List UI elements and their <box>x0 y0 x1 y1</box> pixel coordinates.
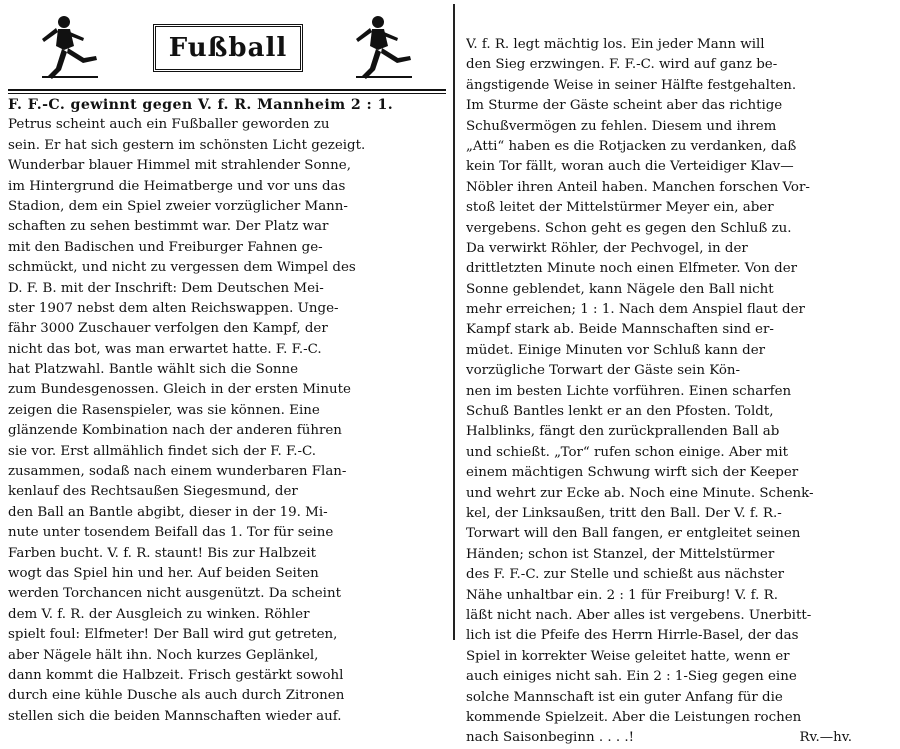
text-line: ängstigende Weise in seiner Hälfte festgehalten. <box>466 77 797 93</box>
text-line: spielt foul: Elfmeter! Der Ball wird gut getreten, <box>8 627 338 643</box>
text-line: den Ball an Bantle abgibt, dieser in der 19. Mi- <box>8 504 328 520</box>
text-line: dann kommt die Halbzeit. Frisch gestärkt sowohl <box>8 667 344 683</box>
column-divider <box>453 4 455 640</box>
text-line: schmückt, und nicht zu vergessen dem Wimpel des <box>8 260 356 276</box>
text-line: Kampf stark ab. Beide Mannschaften sind er- <box>466 322 774 338</box>
text-line: kein Tor fällt, woran auch die Verteidiger Klav— <box>466 159 794 175</box>
article-headline: F. F.-C. gewinnt gegen V. f. R. Mannheim 2 : 1. <box>8 97 394 113</box>
text-line: Torwart will den Ball fangen, er entgleitet seinen <box>466 526 801 542</box>
text-line: und schießt. „Tor“ rufen schon einige. Aber mit <box>466 444 789 460</box>
text-line: D. F. B. mit der Inschrift: Dem Deutschen Mei- <box>8 280 324 296</box>
text-line: durch eine kühle Dusche als auch durch Zitronen <box>8 688 345 704</box>
text-line: lich ist die Pfeife des Herrn Hirrle-Basel, der das <box>466 628 799 644</box>
right-column-text <box>466 35 892 728</box>
text-line: fähr 3000 Zuschauer verfolgen den Kampf, der <box>8 321 328 337</box>
article-column-right <box>466 35 892 749</box>
text-line: zum Bundesgenossen. Gleich in der ersten Minute <box>8 382 351 398</box>
text-line: im Hintergrund die Heimatberge und vor uns das <box>8 178 346 194</box>
article-column-left <box>8 95 448 727</box>
text-line: kel, der Linksaußen, tritt den Ball. Der V. f. R.- <box>466 505 782 521</box>
text-line: glänzende Kombination nach der anderen führen <box>8 423 342 439</box>
text-line: nicht das bot, was man erwartet hatte. F. F.-C. <box>8 341 322 357</box>
text-line: „Atti“ haben es die Rotjacken zu verdanken, daß <box>466 138 797 154</box>
text-line: Schuß Bantles lenkt er an den Pfosten. Toldt, <box>466 404 774 420</box>
text-line: werden Torchancen nicht ausgenützt. Da scheint <box>8 586 341 602</box>
text-line: zeigen die Rasenspieler, was sie können. Eine <box>8 402 320 418</box>
text-line: vorzügliche Torwart der Gäste sein Kön- <box>466 363 741 379</box>
text-line: ster 1907 nebst dem alten Reichswappen. Unge- <box>8 300 339 316</box>
text-line: Farben bucht. V. f. R. staunt! Bis zur Halbzeit <box>8 545 317 561</box>
header-rule-thin <box>8 93 446 94</box>
text-line: den Sieg erzwingen. F. F.-C. wird auf ganz be- <box>466 57 778 73</box>
section-header <box>8 6 446 88</box>
text-line: Da verwirkt Röhler, der Pechvogel, in der <box>466 240 748 256</box>
text-line: und wehrt zur Ecke ab. Noch eine Minute. Schenk- <box>466 485 814 501</box>
text-line: Wunderbar blauer Himmel mit strahlender Sonne, <box>8 158 351 174</box>
text-line: Sonne geblendet, kann Nägele den Ball nicht <box>466 281 774 297</box>
text-line: wogt das Spiel hin und her. Auf beiden Seiten <box>8 565 319 581</box>
text-line: kommende Spielzeit. Aber die Leistungen rochen <box>466 709 802 725</box>
text-line: Nähe unhaltbar ein. 2 : 1 für Freiburg! V. f. R. <box>466 587 779 603</box>
header-rule <box>8 89 446 91</box>
left-column-text <box>8 115 448 727</box>
text-line: läßt nicht nach. Aber alles ist vergebens. Unerbitt- <box>466 607 812 623</box>
section-title: Fußball <box>168 33 288 63</box>
text-line: Spiel in korrekter Weise geleitet hatte, wenn er <box>466 648 790 664</box>
text-line: sie vor. Erst allmählich findet sich der F. F.-C. <box>8 443 316 459</box>
text-line: Schußvermögen zu fehlen. Diesem und ihrem <box>466 118 777 134</box>
text-line: Halblinks, fängt den zurückprallenden Ball ab <box>466 424 780 440</box>
text-line: vergebens. Schon geht es gegen den Schluß zu. <box>466 220 792 236</box>
text-line: nen im besten Lichte vorführen. Einen scharfen <box>466 383 792 399</box>
football-player-icon <box>34 12 106 82</box>
text-line: Petrus scheint auch ein Fußballer geworden zu <box>8 117 330 133</box>
text-line: sein. Er hat sich gestern im schönsten Licht gezeigt. <box>8 137 366 153</box>
text-line: hat Platzwahl. Bantle wählt sich die Sonne <box>8 362 299 378</box>
text-line: stoß leitet der Mittelstürmer Meyer ein, aber <box>466 200 774 216</box>
text-line: Händen; schon ist Stanzel, der Mittelstürmer <box>466 546 775 562</box>
author-signature: Rv.—hv. <box>799 730 852 746</box>
text-line: solche Mannschaft ist ein guter Anfang für die <box>466 689 783 705</box>
text-line: nute unter tosendem Beifall das 1. Tor für seine <box>8 525 334 541</box>
text-line: drittletzten Minute noch einen Elfmeter. Von der <box>466 261 798 277</box>
section-title-frame <box>153 24 303 72</box>
text-line: mit den Badischen und Freiburger Fahnen ge- <box>8 239 323 255</box>
text-line: des F. F.-C. zur Stelle und schießt aus nächster <box>466 567 785 583</box>
football-player-icon <box>348 12 420 82</box>
text-line: aber Nägele hält ihn. Noch kurzes Geplänkel, <box>8 647 319 663</box>
text-line: stellen sich die beiden Mannschaften wieder auf. <box>8 708 342 724</box>
text-line: müdet. Einige Minuten vor Schluß kann der <box>466 342 766 358</box>
text-line: schaften zu sehen bestimmt war. Der Platz war <box>8 219 329 235</box>
text-line: V. f. R. legt mächtig los. Ein jeder Mann will <box>466 37 765 52</box>
text-line: kenlauf des Rechtsaußen Siegesmund, der <box>8 484 298 500</box>
text-line: dem V. f. R. der Ausgleich zu winken. Röhler <box>8 606 310 622</box>
text-line: Nöbler ihren Anteil haben. Manchen forschen Vor- <box>466 179 810 195</box>
text-line: mehr erreichen; 1 : 1. Nach dem Anspiel flaut der <box>466 302 805 318</box>
text-line: einem mächtigen Schwung wirft sich der Keeper <box>466 465 799 481</box>
final-text-line: nach Saisonbeginn . . . .! <box>466 730 635 746</box>
closing-line <box>466 728 892 748</box>
text-line: Im Sturme der Gäste scheint aber das richtige <box>466 98 783 114</box>
text-line: Stadion, dem ein Spiel zweier vorzüglicher Mann- <box>8 198 348 214</box>
text-line: zusammen, sodaß nach einem wunderbaren Flan- <box>8 464 347 480</box>
text-line: auch einiges nicht sah. Ein 2 : 1-Sieg gegen eine <box>466 669 797 685</box>
